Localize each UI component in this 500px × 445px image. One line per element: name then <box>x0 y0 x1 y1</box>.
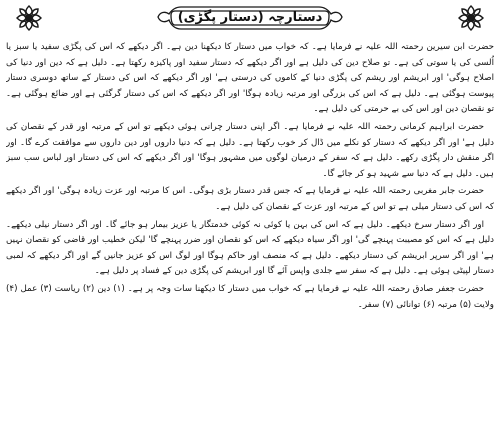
document-header <box>6 2 494 38</box>
title-block <box>155 3 345 33</box>
floral-ornament-icon <box>456 3 486 33</box>
paragraph-jabir-maghribi: حضرت جابر مغربی رحمتہ اللہ علیہ نے فرمایا ہے کہ جس قدر دستار بڑی ہوگی۔ اس کا مرتبہ اور عزت زیادہ ہوگی' اور اگر دیکھے کہ اس کی دستار میلی ہے تو اس کے مرتبہ اور عزت کے نقصان کی دلیل ہے۔ <box>6 186 494 212</box>
paragraph-ibrahim-kirmani: حضرت ابراہیم کرمانی رحمتہ اللہ علیہ نے فرمایا ہے۔ اگر اپنی دستار چرانی ہوئی دیکھے تو اس کے مرتبہ اور قدر کے نقصان کی دلیل ہے' اور اگر دیکھے کہ دستار کو نکلے میں ڈال کر خوب رکھتا ہے۔ دلیل ہے کہ دنیا داروں اور دین داروں سے موافقت کرے گا۔ اور اگر منقش دار پگڑی رکھے۔ دلیل ہے کہ سفر کے درمیان لوگوں میں مشہور ہوگا' اور اگر دیکھے کہ اس کی دستار اور لباس سب سبز ہیں۔ دلیل ہے کہ دنیا سے شہید ہو کر جائے گا۔ <box>6 121 494 179</box>
paragraph-jafar-sadiq: حضرت جعفر صادق رحمتہ اللہ علیہ نے فرمایا ہے کہ خواب میں دستار کا دیکھنا سات وجہ پر ہے۔ (۱) دین (۲) ریاست (۳) عمل (۴) ولایت (۵) مرتبہ (۶) توانائی (۷) سفر۔ <box>6 283 494 310</box>
paragraph-colored-turbans: اور اگر دستار سرخ دیکھے۔ دلیل ہے کہ اس کی بہن یا کوئی نہ کوئی خدمتگار یا عزیز بیمار ہو جائے گا۔ اور اگر دستار نیلی دیکھے۔ دلیل ہے کہ اس کو مصیبت پہنچے گی' اور اگر سیاہ دیکھے کہ اس کو نقصان اور ضرر پہنچے گا' لیکن خطیب اور قاضی کو نقصان نہیں ہے' اور اگر سرپر ابریشم کی دستار دیکھے۔ دلیل ہے کہ منصف اور حاکم ہوگا اور لوگ اس کو عزیز جانیں گے اور اگر دیکھے کہ لمبی دستار لپیٹی ہوئی ہے۔ دلیل ہے کہ سفر سے جلدی واپس آئے گا اور ابریشم کی پگڑی دین کے فساد پر دلیل ہے۔ <box>6 219 494 277</box>
document-body <box>6 40 494 445</box>
paragraph-ibn-sirin: حضرت ابن سیرین رحمتہ اللہ علیہ نے فرمایا ہے۔ کہ خواب میں دستار کا دیکھنا دین ہے۔ اگر دیکھے کہ اس کی پگڑی سفید یا سبز یا اُلسی کی یا سوتی کی ہے۔ تو صلاح دین کی دلیل ہے اور اگر دیکھے کہ دستار سفید اور پاکیزہ رکھتا ہے۔ دلیل ہے کہ دین اور دنیا کی اصلاح ہوگی' اور ابریشم اور ریشم کی پگڑی دنیا کے کاموں کی درستی ہے' اور اگر دیکھے کہ اس کی دستار کے ساتھ دوسری دستار پیوست ہوگئی ہے۔ دلیل ہے کہ اس کی بزرگی اور مرتبہ زیادہ ہوگا' اور اگر دیکھے کہ اس کی دستار گرگئی ہے اور ضائع ہوگئی ہے۔ تو نقصان دین اور اس کی بے حرمتی کی دلیل ہے۔ <box>6 42 494 115</box>
page-title: دستارچہ (دستار پگڑی) <box>177 9 323 25</box>
floral-ornament-icon <box>14 3 44 33</box>
